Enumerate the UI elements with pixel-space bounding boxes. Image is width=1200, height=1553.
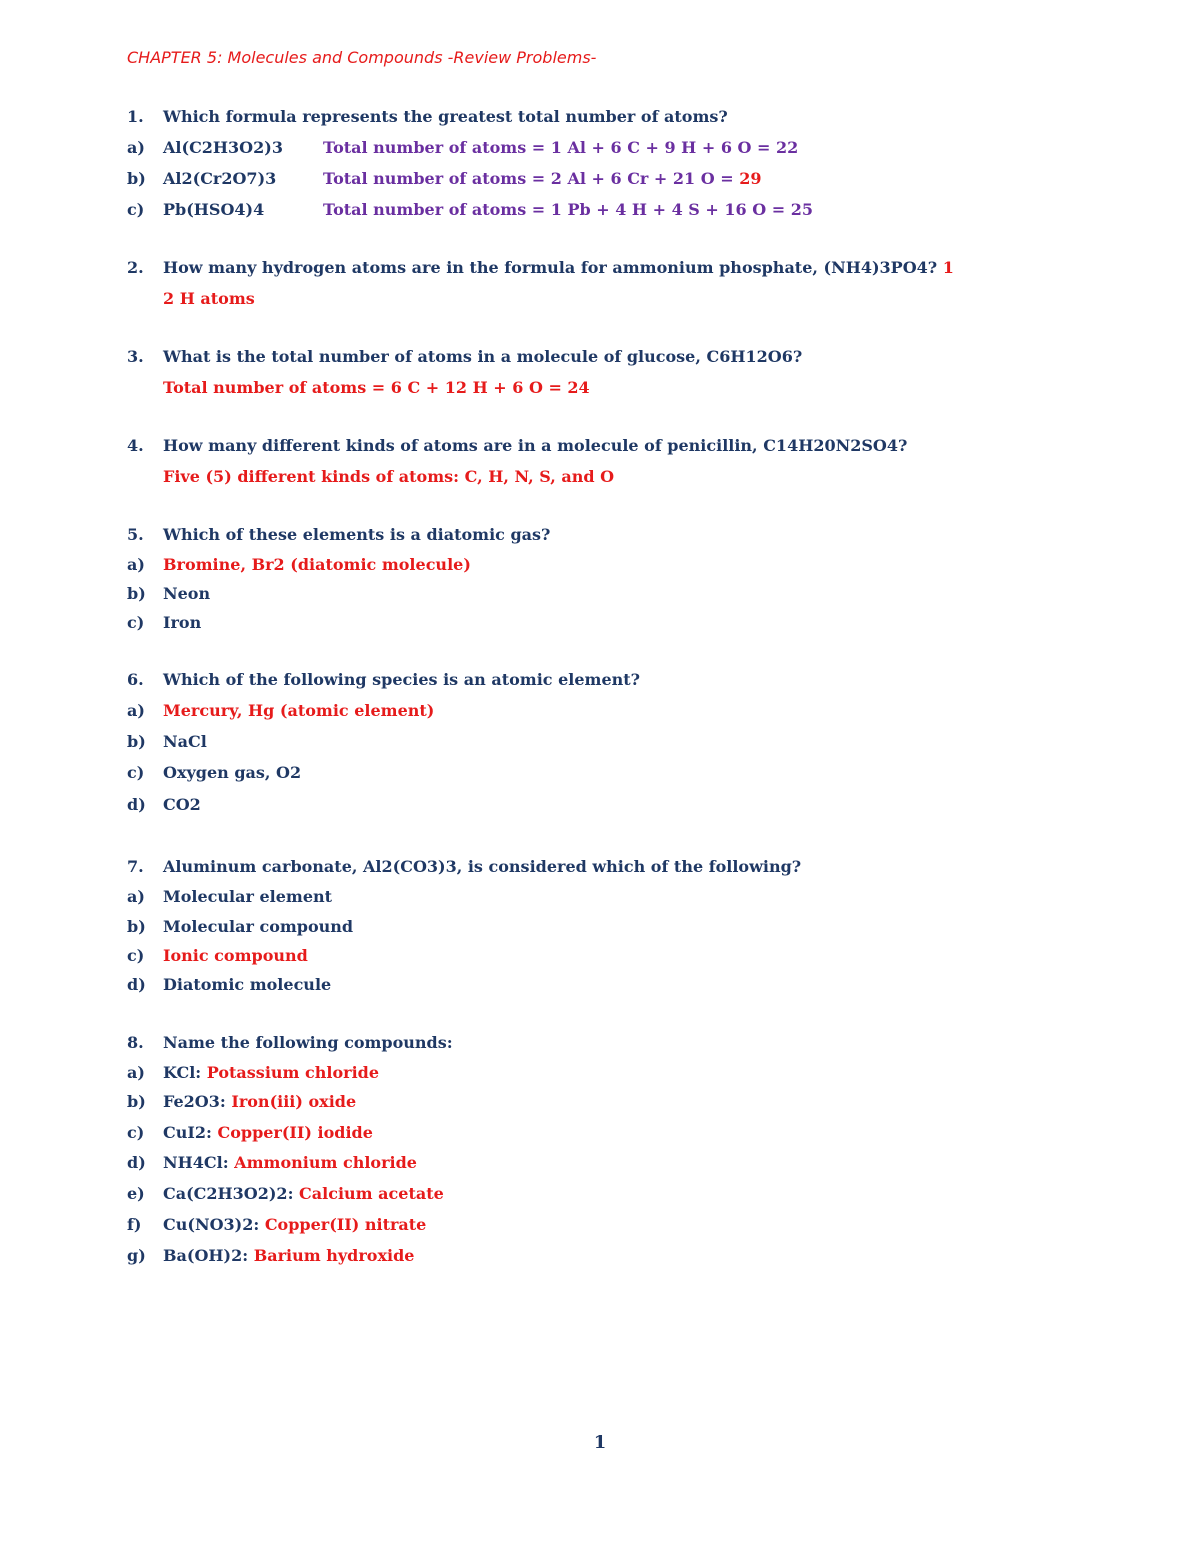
q1-option-c: c) Pb(HSO4)4 Total number of atoms = 1 Pb + 4 H + 4 S + 16 O = 25 [127,200,813,219]
question-7: 7. Aluminum carbonate, Al2(CO3)3, is considered which of the following? [127,857,802,876]
q1-option-b: b) Al2(Cr2O7)3 Total number of atoms = 2 Al + 6 Cr + 21 O = 29 [127,169,762,188]
q7-option-c: c) Ionic compound [127,946,308,965]
q8-item-g: g) Ba(OH)2: Barium hydroxide [127,1246,415,1265]
page-number: 1 [593,1432,607,1453]
q6-option-d: d) CO2 [127,795,201,814]
q3-answer: Total number of atoms = 6 C + 12 H + 6 O = 24 [163,378,590,397]
q5-option-b: b) Neon [127,584,211,603]
question-3: 3. What is the total number of atoms in a molecule of glucose, C6H12O6? [127,347,803,366]
q7-option-b: b) Molecular compound [127,917,354,936]
q8-item-e: e) Ca(C2H3O2)2: Calcium acetate [127,1184,444,1203]
question-4: 4. How many different kinds of atoms are in a molecule of penicillin, C14H20N2SO4? [127,436,908,455]
question-5: 5. Which of these elements is a diatomic gas? [127,525,551,544]
question-2: 2. How many hydrogen atoms are in the formula for ammonium phosphate, (NH4)3PO4? 1 [127,258,954,277]
q7-option-d: d) Diatomic molecule [127,975,332,994]
chapter-title: CHAPTER 5: Molecules and Compounds -Review Problems- [127,48,597,67]
q2-answer: 2 H atoms [163,289,255,308]
q8-item-f: f) Cu(NO3)2: Copper(II) nitrate [127,1215,427,1234]
q5-option-a: a) Bromine, Br2 (diatomic molecule) [127,555,471,574]
question-8: 8. Name the following compounds: [127,1033,453,1052]
q8-item-a: a) KCl: Potassium chloride [127,1063,380,1082]
q8-item-b: b) Fe2O3: Iron(iii) oxide [127,1092,357,1111]
q8-item-c: c) CuI2: Copper(II) iodide [127,1123,373,1142]
q4-answer: Five (5) different kinds of atoms: C, H, N, S, and O [163,467,615,486]
highlight-answer: 29 [739,169,762,188]
q1-option-a: a) Al(C2H3O2)3 Total number of atoms = 1 Al + 6 C + 9 H + 6 O = 22 [127,138,799,157]
q6-option-a: a) Mercury, Hg (atomic element) [127,701,435,720]
q6-option-c: c) Oxygen gas, O2 [127,763,302,782]
question-1: 1. Which formula represents the greatest total number of atoms? [127,107,728,126]
q8-item-d: d) NH4Cl: Ammonium chloride [127,1153,417,1172]
q5-option-c: c) Iron [127,613,202,632]
question-6: 6. Which of the following species is an atomic element? [127,670,641,689]
q7-option-a: a) Molecular element [127,887,333,906]
q6-option-b: b) NaCl [127,732,207,751]
